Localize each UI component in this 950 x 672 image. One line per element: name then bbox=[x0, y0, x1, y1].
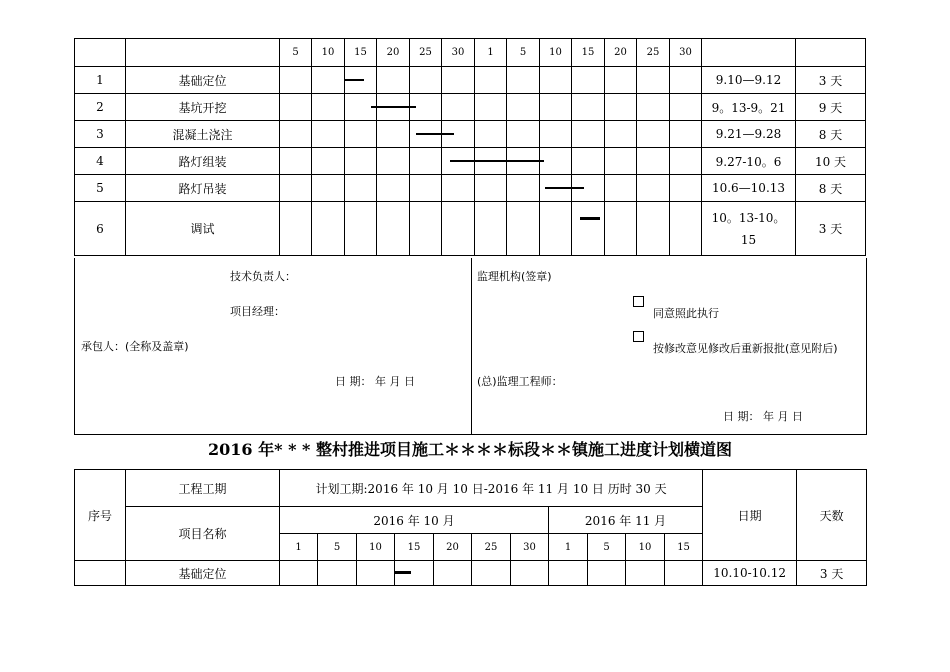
day-tick: 1 bbox=[280, 534, 318, 561]
period-label: 工程工期 bbox=[126, 470, 280, 507]
task-days: 8 天 bbox=[796, 121, 866, 148]
task-name: 路灯组装 bbox=[126, 148, 280, 175]
date-left: 日 期： 年 月 日 bbox=[335, 375, 415, 388]
row-number: 5 bbox=[75, 175, 126, 202]
option-agree: 同意照此执行 bbox=[653, 307, 719, 320]
day-tick: 1 bbox=[475, 39, 507, 67]
task-days: 10 天 bbox=[796, 148, 866, 175]
row-number: 4 bbox=[75, 148, 126, 175]
task-name: 基础定位 bbox=[126, 67, 280, 94]
day-tick: 15 bbox=[395, 534, 434, 561]
task-date-line: 15 bbox=[740, 232, 757, 247]
day-tick: 20 bbox=[377, 39, 410, 67]
task-days: 3 天 bbox=[797, 561, 867, 586]
gantt-bar bbox=[580, 217, 600, 220]
gantt-bar bbox=[545, 187, 572, 189]
table-header-row bbox=[75, 39, 866, 67]
task-days: 3 天 bbox=[796, 202, 866, 256]
period-value: 计划工期:2016 年 10 月 10 日-2016 年 11 月 10 日 历时 30 天 bbox=[280, 470, 703, 507]
day-tick: 10 bbox=[540, 39, 572, 67]
task-date: 9.27-10。6 bbox=[702, 148, 796, 175]
table-row bbox=[75, 175, 866, 202]
day-tick: 10 bbox=[626, 534, 665, 561]
gantt-cell bbox=[410, 121, 442, 148]
month-header: 2016 年 10 月 bbox=[280, 507, 549, 534]
divider bbox=[471, 258, 472, 434]
month-header: 2016 年 11 月 bbox=[549, 507, 703, 534]
item-label: 项目名称 bbox=[126, 507, 280, 561]
gantt-cell bbox=[442, 148, 475, 175]
row-number: 1 bbox=[75, 67, 126, 94]
day-tick: 30 bbox=[442, 39, 475, 67]
task-date: 10.10-10.12 bbox=[703, 561, 797, 586]
gantt-bar bbox=[395, 571, 411, 574]
gantt-bar bbox=[540, 160, 544, 162]
gantt-bar bbox=[377, 106, 410, 108]
table-row bbox=[75, 67, 866, 94]
gantt-bar bbox=[450, 160, 475, 162]
pm-label: 项目经理： bbox=[230, 305, 285, 318]
tech-lead-label: 技术负责人： bbox=[230, 270, 296, 283]
day-tick: 15 bbox=[665, 534, 703, 561]
header-cell bbox=[702, 39, 796, 67]
task-name: 基坑开挖 bbox=[126, 94, 280, 121]
header-cell bbox=[75, 39, 126, 67]
gantt-bar bbox=[572, 187, 584, 189]
task-date-line: 10。13-10。 bbox=[711, 210, 786, 225]
task-date: 9。13-9。21 bbox=[702, 94, 796, 121]
option-revise: 按修改意见修改后重新报批(意见附后) bbox=[653, 342, 838, 355]
header-cell bbox=[796, 39, 866, 67]
header-cell bbox=[126, 39, 280, 67]
gantt-bar bbox=[507, 160, 540, 162]
checkbox-revise[interactable] bbox=[633, 331, 644, 342]
day-tick: 10 bbox=[312, 39, 345, 67]
day-tick: 5 bbox=[280, 39, 312, 67]
contractor-label: 承包人：(全称及盖章) bbox=[81, 340, 189, 353]
day-tick: 5 bbox=[507, 39, 540, 67]
task-name: 路灯吊装 bbox=[126, 175, 280, 202]
date-right: 日 期： 年 月 日 bbox=[723, 410, 803, 423]
day-tick: 20 bbox=[605, 39, 637, 67]
task-date: 10.6—10.13 bbox=[702, 175, 796, 202]
gantt-cell bbox=[475, 148, 507, 175]
day-tick: 25 bbox=[472, 534, 511, 561]
day-tick: 1 bbox=[549, 534, 588, 561]
schedule-table-1 bbox=[74, 38, 866, 256]
gantt-cell bbox=[345, 67, 377, 94]
gantt-cell bbox=[377, 94, 410, 121]
engineer-label: (总)监理工程师： bbox=[477, 375, 563, 388]
date-header: 日期 bbox=[703, 470, 797, 561]
day-tick: 15 bbox=[572, 39, 605, 67]
day-tick: 10 bbox=[357, 534, 395, 561]
task-date: 9.10—9.12 bbox=[702, 67, 796, 94]
gantt-bar bbox=[416, 133, 442, 135]
row-number: 3 bbox=[75, 121, 126, 148]
day-tick: 30 bbox=[511, 534, 549, 561]
gantt-cell bbox=[572, 202, 605, 256]
task-name: 基础定位 bbox=[126, 561, 280, 586]
signature-block bbox=[74, 258, 867, 435]
gantt-bar bbox=[475, 160, 507, 162]
table-row bbox=[75, 148, 866, 175]
gantt-cell bbox=[540, 148, 572, 175]
gantt-cell bbox=[345, 94, 377, 121]
days-header: 天数 bbox=[797, 470, 867, 561]
table-row bbox=[75, 561, 867, 586]
task-days: 3 天 bbox=[796, 67, 866, 94]
table-row bbox=[75, 94, 866, 121]
schedule-table-2 bbox=[74, 469, 867, 586]
gantt-cell bbox=[410, 94, 442, 121]
task-days: 8 天 bbox=[796, 175, 866, 202]
task-name: 混凝土浇注 bbox=[126, 121, 280, 148]
checkbox-agree[interactable] bbox=[633, 296, 644, 307]
day-tick: 5 bbox=[588, 534, 626, 561]
task-name: 调试 bbox=[126, 202, 280, 256]
gantt-bar bbox=[442, 133, 454, 135]
seq-header: 序号 bbox=[75, 470, 126, 561]
day-tick: 5 bbox=[318, 534, 357, 561]
gantt-bar bbox=[345, 79, 364, 81]
row-number: 2 bbox=[75, 94, 126, 121]
gantt-cell bbox=[540, 175, 572, 202]
gantt-cell bbox=[572, 175, 605, 202]
row-number: 6 bbox=[75, 202, 126, 256]
task-date: 9.21—9.28 bbox=[702, 121, 796, 148]
gantt-cell bbox=[395, 561, 434, 586]
day-tick: 25 bbox=[410, 39, 442, 67]
page-title: 2016 年* * * 整村推进项目施工＊＊＊＊标段＊＊镇施工进度计划横道图 bbox=[208, 440, 732, 459]
day-tick: 20 bbox=[434, 534, 472, 561]
gantt-cell bbox=[442, 121, 475, 148]
day-tick: 15 bbox=[345, 39, 377, 67]
row-number bbox=[75, 561, 126, 586]
task-date bbox=[702, 202, 796, 256]
table-row bbox=[75, 121, 866, 148]
table-row bbox=[75, 202, 866, 256]
supervisor-label: 监理机构(签章) bbox=[477, 270, 552, 283]
table-row bbox=[75, 470, 867, 507]
day-tick: 25 bbox=[637, 39, 670, 67]
gantt-bar bbox=[410, 106, 416, 108]
task-days: 9 天 bbox=[796, 94, 866, 121]
gantt-cell bbox=[507, 148, 540, 175]
day-tick: 30 bbox=[670, 39, 702, 67]
